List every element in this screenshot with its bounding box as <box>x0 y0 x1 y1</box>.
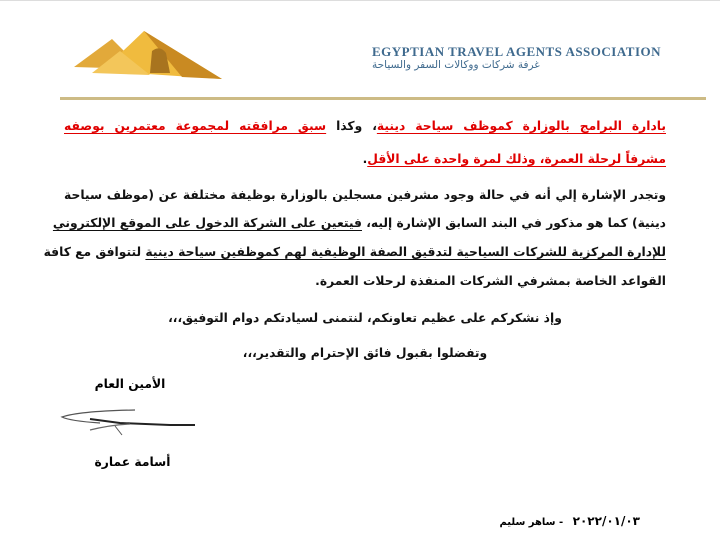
pyramids-logo-icon <box>72 29 222 81</box>
plain-text: . <box>362 152 368 166</box>
highlight-text: مشرفاً لرحلة العمرة، وذلك لمرة واحدة على الأقل <box>367 152 666 166</box>
paragraph2-line4: القواعد الخاصة بمشرفي الشركات المنفذة لرحلات العمرة. <box>315 274 666 288</box>
closing-thanks: وإذ نشكركم على عظيم تعاونكم، لنتمنى لسيادتكم دوام التوفيق،،، <box>168 311 562 325</box>
plain-text: لتتوافق مع كافة <box>43 245 146 259</box>
org-name-en: EGYPTIAN TRAVEL AGENTS ASSOCIATION <box>372 44 662 59</box>
footer-reference <box>460 514 640 528</box>
header-divider <box>60 97 706 100</box>
highlight-text: بادارة البرامج بالوزارة كموظف سياحة دينية <box>376 119 666 133</box>
paragraph1-line2 <box>64 152 666 166</box>
highlight-text: سبق مرافقته لمجموعة معتمرين بوصفه <box>64 119 327 133</box>
plain-text: دينية) كما هو مذكور في البند السابق الإشارة إليه، <box>361 216 666 230</box>
signatory-name: أسامة عمارة <box>94 455 171 469</box>
paragraph1-line1 <box>64 119 666 133</box>
footer-date: ٢٠٢٢/٠١/٠٣ <box>572 514 640 528</box>
closing-regards: وتفضلوا بقبول فائق الإحترام والتقدير،،، <box>242 346 488 360</box>
paragraph2-line2 <box>52 216 666 230</box>
paragraph2-line3 <box>43 245 666 259</box>
footer-author: - ساهر سليم <box>499 517 564 528</box>
plain-text: ، وكذا <box>326 119 377 133</box>
org-name-ar: غرفة شركات ووكالات السفر والسياحة <box>372 59 540 71</box>
paragraph2-line1: وتجدر الإشارة إلي أنه في حالة وجود مشرفين مسجلين بالوزارة بوظيفة مختلفة عن (موظف سياحة <box>64 188 666 202</box>
handwritten-signature <box>60 405 200 440</box>
signatory-title: الأمين العام <box>94 377 166 391</box>
underlined-text: للإدارة المركزية للشركات السياحية لتدقيق الصفة الوظيفية لهم كموظفين سياحة دينية <box>145 245 666 259</box>
underlined-text: فيتعين على الشركة الدخول على الموقع الإلكتروني <box>52 216 362 230</box>
